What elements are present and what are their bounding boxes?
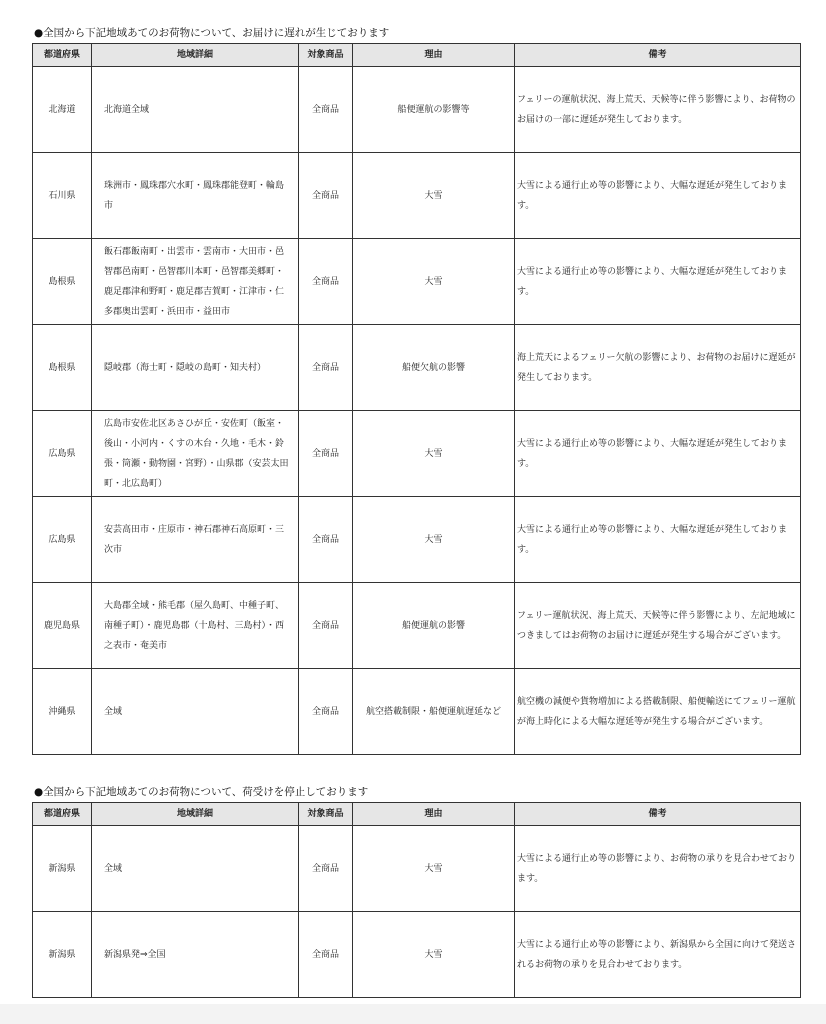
cell-reason: 大雪 xyxy=(353,153,515,239)
cell-area: 新潟県発⇒全国 xyxy=(92,912,299,998)
cell-note: 大雪による通行止め等の影響により、新潟県から全国に向けて発送されるお荷物の承りを見合わせております。 xyxy=(515,912,801,998)
cell-product: 全商品 xyxy=(299,669,353,755)
cell-prefecture: 新潟県 xyxy=(33,826,92,912)
cell-reason: 大雪 xyxy=(353,912,515,998)
table-row xyxy=(33,67,801,153)
header-product: 対象商品 xyxy=(299,803,353,826)
delay-table xyxy=(32,43,801,755)
table-row xyxy=(33,153,801,239)
cell-area: 安芸高田市・庄原市・神石郡神石高原町・三次市 xyxy=(92,497,299,583)
cell-note: 海上荒天によるフェリー欠航の影響により、お荷物のお届けに遅延が発生しております。 xyxy=(515,325,801,411)
cell-area: 大島郡全域・熊毛郡（屋久島町、中種子町、南種子町）・鹿児島郡（十島村、三島村）・西之表市・奄美市 xyxy=(92,583,299,669)
cell-prefecture: 新潟県 xyxy=(33,912,92,998)
table-row xyxy=(33,325,801,411)
table-row xyxy=(33,826,801,912)
cell-prefecture: 鹿児島県 xyxy=(33,583,92,669)
cell-area: 北海道全域 xyxy=(92,67,299,153)
cell-prefecture: 島根県 xyxy=(33,239,92,325)
table-header-row xyxy=(33,803,801,826)
cell-reason: 航空搭載制限・船便運航遅延など xyxy=(353,669,515,755)
cell-reason: 大雪 xyxy=(353,826,515,912)
cell-product: 全商品 xyxy=(299,497,353,583)
cell-product: 全商品 xyxy=(299,912,353,998)
table-row xyxy=(33,583,801,669)
cell-note: 大雪による通行止め等の影響により、大幅な遅延が発生しております。 xyxy=(515,239,801,325)
cell-note: 大雪による通行止め等の影響により、大幅な遅延が発生しております。 xyxy=(515,497,801,583)
cell-prefecture: 広島県 xyxy=(33,411,92,497)
header-reason: 理由 xyxy=(353,44,515,67)
table-row xyxy=(33,239,801,325)
cell-prefecture: 石川県 xyxy=(33,153,92,239)
cell-product: 全商品 xyxy=(299,325,353,411)
header-prefecture: 都道府県 xyxy=(33,44,92,67)
suspension-table xyxy=(32,802,801,998)
cell-reason: 船便運航の影響等 xyxy=(353,67,515,153)
cell-product: 全商品 xyxy=(299,826,353,912)
cell-area: 全域 xyxy=(92,669,299,755)
cell-reason: 大雪 xyxy=(353,497,515,583)
header-prefecture: 都道府県 xyxy=(33,803,92,826)
cell-prefecture: 島根県 xyxy=(33,325,92,411)
cell-area: 珠洲市・鳳珠郡穴水町・鳳珠郡能登町・輪島市 xyxy=(92,153,299,239)
cell-area: 飯石郡飯南町・出雲市・雲南市・大田市・邑智郡邑南町・邑智郡川本町・邑智郡美郷町・鹿足郡津和野町・鹿足郡吉賀町・江津市・仁多郡奥出雲町・浜田市・益田市 xyxy=(92,239,299,325)
cell-note: 大雪による通行止め等の影響により、大幅な遅延が発生しております。 xyxy=(515,411,801,497)
cell-note: 大雪による通行止め等の影響により、大幅な遅延が発生しております。 xyxy=(515,153,801,239)
header-reason: 理由 xyxy=(353,803,515,826)
cell-reason: 大雪 xyxy=(353,411,515,497)
cell-product: 全商品 xyxy=(299,153,353,239)
cell-reason: 船便運航の影響 xyxy=(353,583,515,669)
table-row xyxy=(33,669,801,755)
table-row xyxy=(33,411,801,497)
section-title-delay: ●全国から下記地域あてのお荷物について、お届けに遅れが生じております xyxy=(34,27,390,39)
table-row xyxy=(33,497,801,583)
header-note: 備考 xyxy=(515,44,801,67)
cell-reason: 大雪 xyxy=(353,239,515,325)
cell-product: 全商品 xyxy=(299,239,353,325)
cell-note: フェリー運航状況、海上荒天、天候等に伴う影響により、左記地域につきましてはお荷物のお届けに遅延が発生する場合がございます。 xyxy=(515,583,801,669)
cell-note: フェリーの運航状況、海上荒天、天候等に伴う影響により、お荷物のお届けの一部に遅延が発生しております。 xyxy=(515,67,801,153)
cell-note: 大雪による通行止め等の影響により、お荷物の承りを見合わせております。 xyxy=(515,826,801,912)
cell-product: 全商品 xyxy=(299,411,353,497)
cell-area: 広島市安佐北区あさひが丘・安佐町（飯室・後山・小河内・くすの木台・久地・毛木・鈴張・筒瀬・動物園・宮野）・山県郡（安芸太田町・北広島町） xyxy=(92,411,299,497)
cell-prefecture: 沖縄県 xyxy=(33,669,92,755)
cell-product: 全商品 xyxy=(299,583,353,669)
cell-product: 全商品 xyxy=(299,67,353,153)
cell-reason: 船便欠航の影響 xyxy=(353,325,515,411)
table-header-row xyxy=(33,44,801,67)
cell-prefecture: 広島県 xyxy=(33,497,92,583)
page-bottom-band xyxy=(0,1004,826,1024)
table-row xyxy=(33,912,801,998)
header-area-detail: 地域詳細 xyxy=(92,44,299,67)
cell-prefecture: 北海道 xyxy=(33,67,92,153)
header-product: 対象商品 xyxy=(299,44,353,67)
cell-area: 隠岐郡（海士町・隠岐の島町・知夫村） xyxy=(92,325,299,411)
cell-area: 全域 xyxy=(92,826,299,912)
header-area-detail: 地域詳細 xyxy=(92,803,299,826)
header-note: 備考 xyxy=(515,803,801,826)
section-title-suspension: ●全国から下記地域あてのお荷物について、荷受けを停止しております xyxy=(34,786,369,798)
cell-note: 航空機の減便や貨物増加による搭載制限、船便輸送にてフェリー運航が海上時化による大幅な遅延等が発生する場合がございます。 xyxy=(515,669,801,755)
